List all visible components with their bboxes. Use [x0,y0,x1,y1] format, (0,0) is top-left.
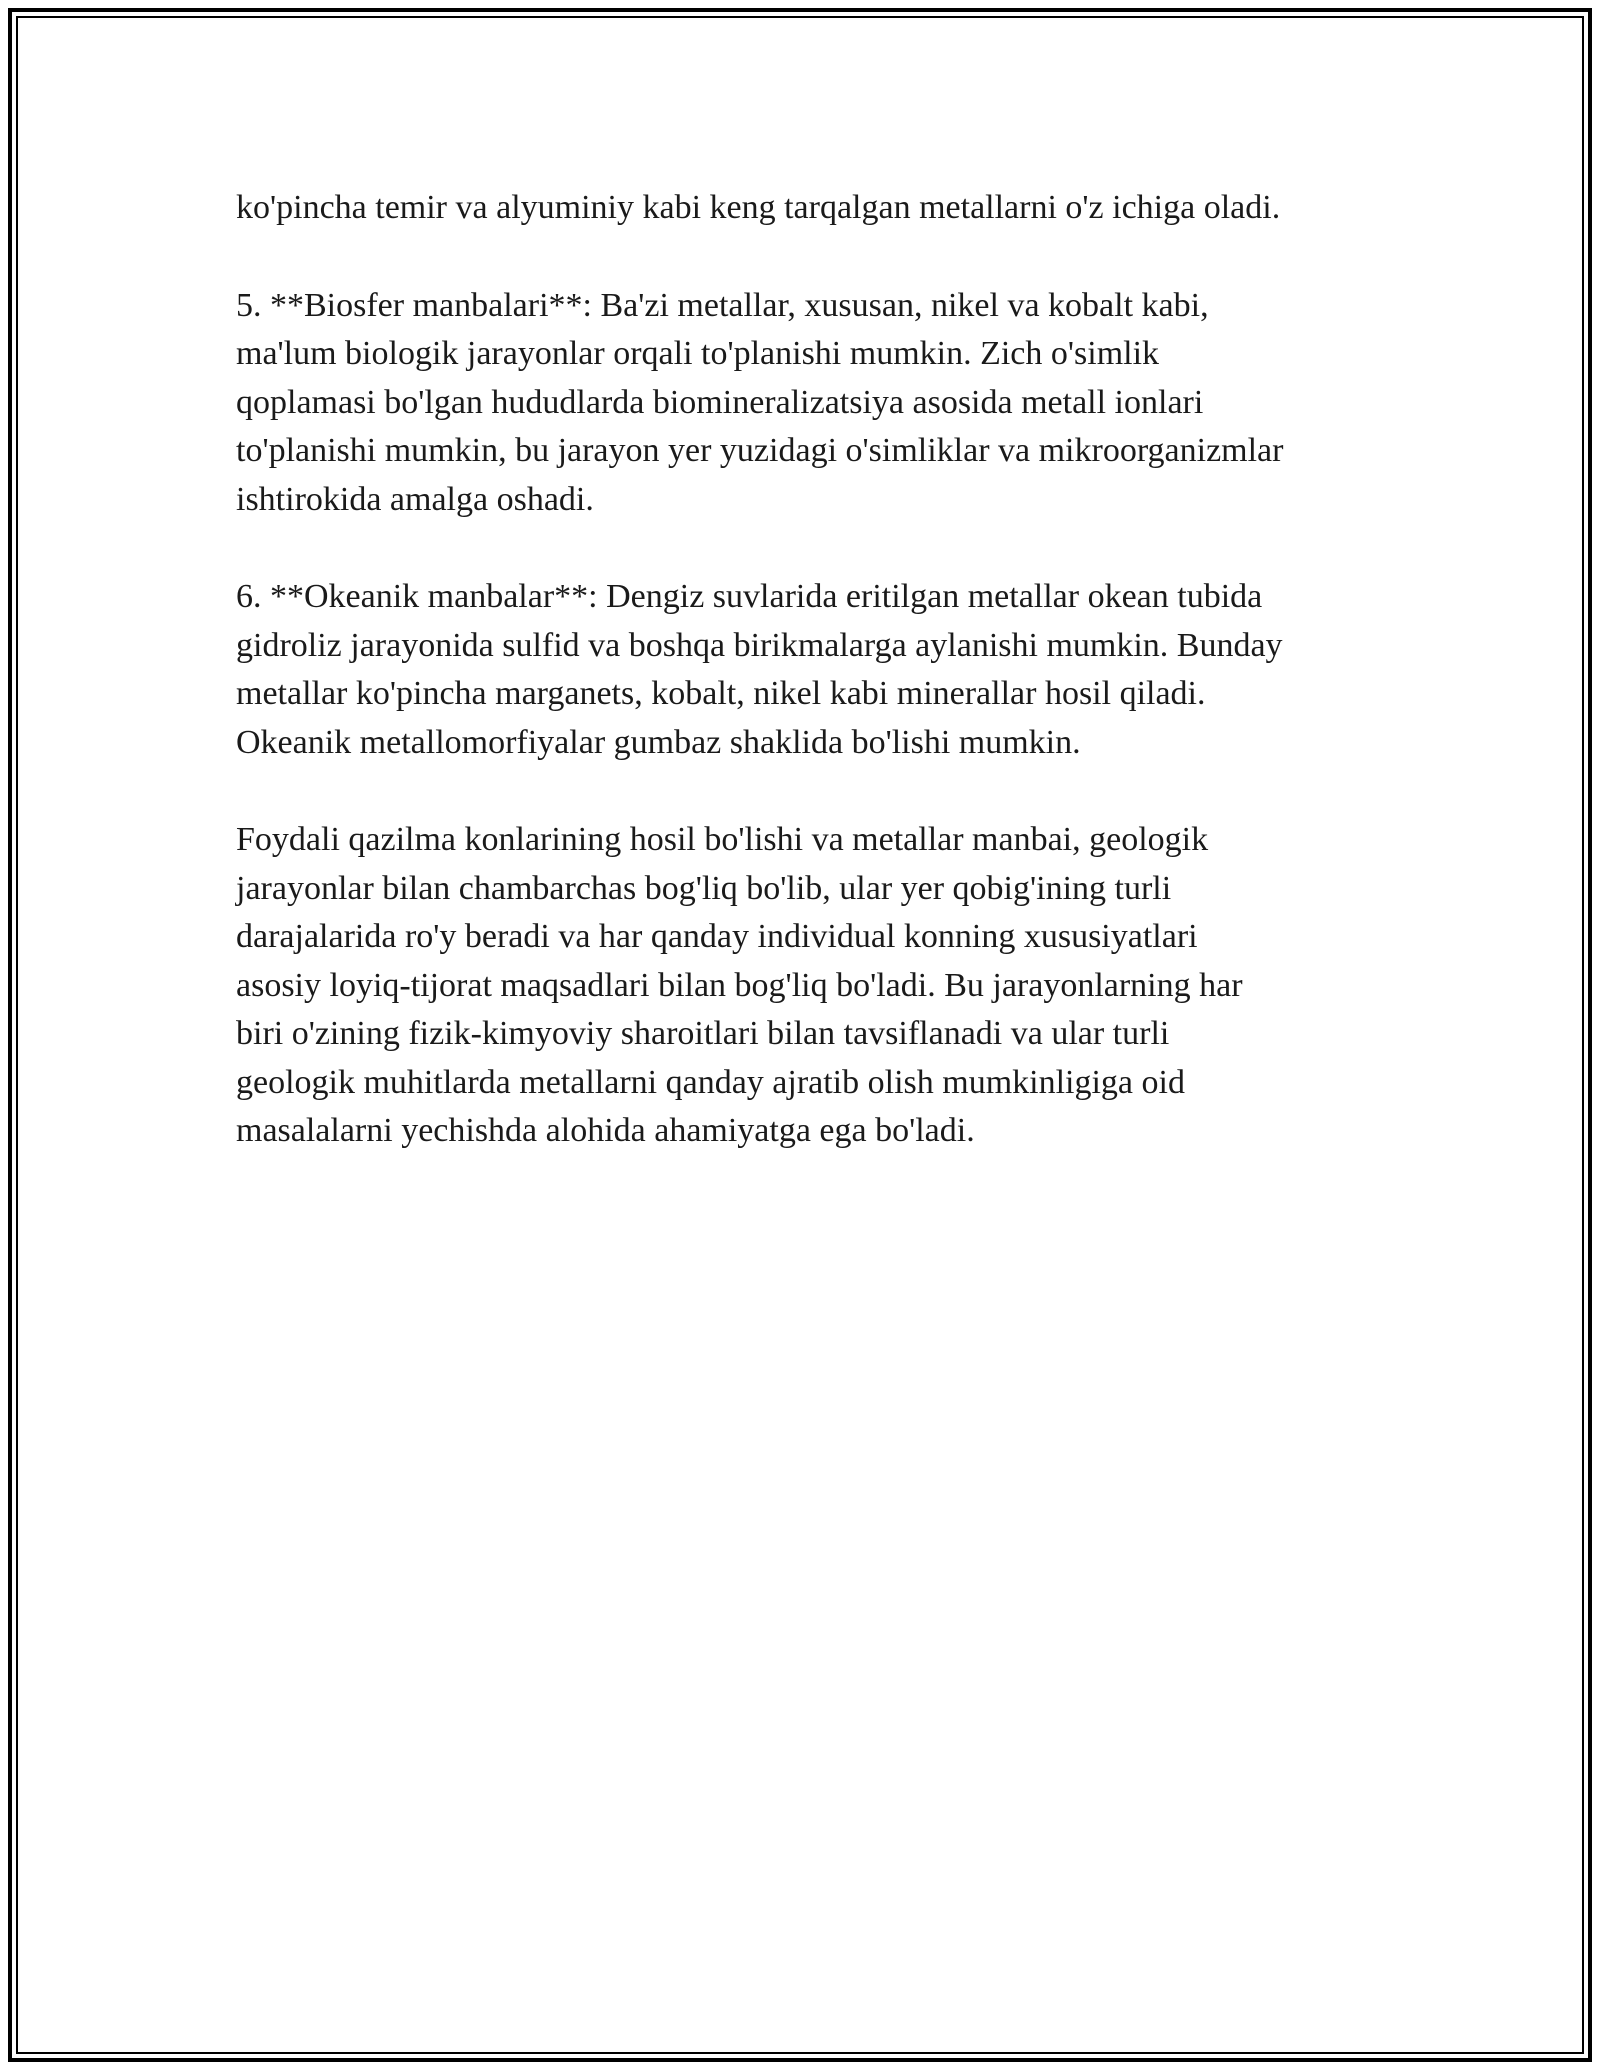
paragraph-oceanic-sources: 6. **Okeanik manbalar**: Dengiz suvlarida eritilgan metallar okean tubida gidroliz jarayonida sulfid va boshqa birikmalarga aylanishi mumkin. Bunday metallar ko'pincha marganets, kobalt, nikel kabi minerallar hosil qiladi. Okeanik metallomorfiyalar gumbaz shaklida bo'lishi mumkin. [236,578,1283,761]
paragraph-biosphere-sources: 5. **Biosfer manbalari**: Ba'zi metallar, xususan, nikel va kobalt kabi, ma'lum biologik jarayonlar orqali to'planishi mumkin. Zich o'simlik qoplamasi bo'lgan hududlarda biomineralizatsiya asosida metall ionlari to'planishi mumkin, bu jarayon yer yuzidagi o'simliklar va mikroorganizmlar ishtirokida amalga oshadi. [236,286,1284,518]
paragraph-continuation: ko'pincha temir va alyuminiy kabi keng tarqalgan metallarni o'z ichiga oladi. [236,189,1281,226]
paragraph-conclusion: Foydali qazilma konlarining hosil bo'lishi va metallar manbai, geologik jarayonlar bilan chambarchas bog'liq bo'lib, ular yer qobig'ining turli darajalarida ro'y beradi va har qanday individual konning xususiyatlari asosiy loyiq-tijorat maqsadlari bilan bog'liq bo'ladi. Bu jarayonlarning har biri o'zining fizik-kimyoviy sharoitlari bilan tavsiflanadi va ular turli geologik muhitlarda metallarni qanday ajratib olish mumkinligiga oid masalalarni yechishda alohida ahamiyatga ega bo'ladi. [236,821,1243,1149]
document-body [236,184,1416,1205]
